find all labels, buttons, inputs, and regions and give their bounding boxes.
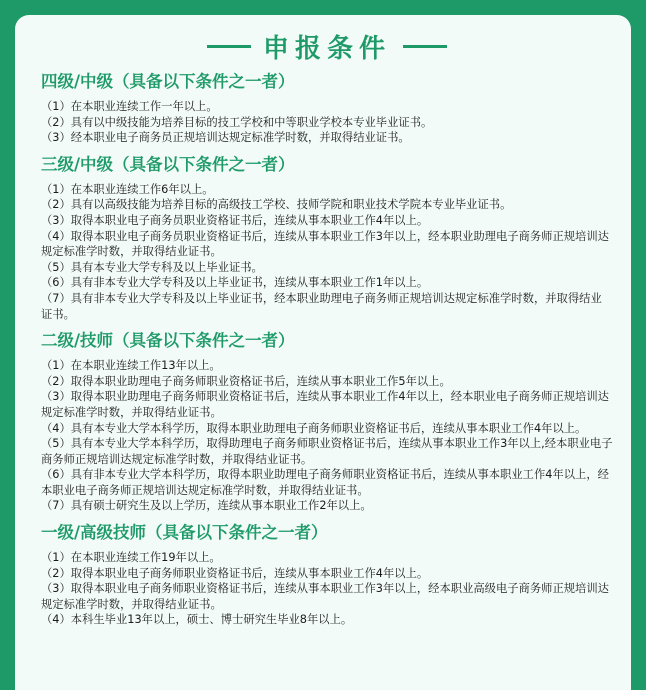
list-item: （7）具有非本专业大学专科及以上毕业证书，经本职业助理电子商务师正规培训达规定标准学时数，并取得结业证书。 (41, 291, 602, 321)
section-heading: 三级/中级（具备以下条件之一者） (41, 154, 295, 174)
section-heading: 四级/中级（具备以下条件之一者） (41, 72, 295, 91)
section-level-4 (41, 71, 613, 146)
list-item: （4）具有本专业大学本科学历，取得本职业助理电子商务师职业资格证书后，连续从事本职业工作4年以上。 (41, 421, 587, 435)
list-item: （5）具有本专业大学专科及以上毕业证书。 (41, 260, 263, 274)
section-heading: 二级/技师（具备以下条件之一者） (41, 331, 295, 351)
section-heading: 一级/高级技师（具备以下条件之一者） (41, 523, 328, 543)
list-item: （1）在本职业连续工作13年以上。 (41, 359, 221, 373)
list-item: （3）取得本职业助理电子商务师职业资格证书后，连续从事本职业工作4年以上，经本职业电子商务师正规培训达规定标准学时数，并取得结业证书。 (41, 390, 609, 419)
page-title-text: 申报条件 (262, 33, 391, 64)
list-item: （4）本科生毕业13年以上，硕士、博士研究生毕业8年以上。 (41, 613, 353, 627)
section-level-1 (41, 522, 613, 628)
list-item: （4）取得本职业电子商务员职业资格证书后，连续从事本职业工作3年以上，经本职业助理电子商务师正规培训达规定标准学时数，并取得结业证书。 (41, 229, 609, 259)
list-item: （3）经本职业电子商务员正规培训达规定标准学时数，并取得结业证书。 (41, 131, 410, 145)
list-item: （6）具有非本专业大学专科及以上毕业证书，连续从事本职业工作1年以上。 (41, 276, 429, 290)
list-item: （3）取得本职业电子商务员职业资格证书后，连续从事本职业工作4年以上。 (41, 213, 429, 227)
list-item: （2）具有以中级技能为培养目标的技工学校和中等职业学校本专业毕业证书。 (41, 115, 433, 129)
title-right-rule (403, 45, 447, 48)
list-item: （2）取得本职业电子商务师职业资格证书后，连续从事本职业工作4年以上。 (41, 566, 429, 580)
list-item: （1）在本职业连续工作一年以上。 (41, 100, 218, 113)
section-level-2 (41, 330, 613, 514)
list-item: （2）取得本职业助理电子商务师职业资格证书后，连续从事本职业工作5年以上。 (41, 374, 451, 388)
title-left-rule (207, 45, 251, 48)
list-item: （1）在本职业连续工作19年以上。 (41, 551, 221, 565)
list-item: （5）具有本专业大学本科学历，取得助理电子商务师职业资格证书后，连续从事本职业工作3年以上,经本职业电子商务师正规培训达规定标准学时数，并取得结业证书。 (41, 437, 613, 466)
list-item: （3）取得本职业电子商务师职业资格证书后，连续从事本职业工作3年以上，经本职业高级电子商务师正规培训达规定标准学时数，并取得结业证书。 (41, 582, 609, 611)
content-card (15, 15, 631, 690)
list-item: （2）具有以高级技能为培养目标的高级技工学校、技师学院和职业技术学院本专业毕业证书。 (41, 198, 512, 212)
page-title (41, 29, 613, 63)
list-item: （7）具有硕士研究生及以上学历，连续从事本职业工作2年以上。 (41, 499, 372, 513)
section-level-3 (41, 154, 613, 322)
list-item: （1）在本职业连续工作6年以上。 (41, 182, 214, 196)
list-item: （6）具有非本专业大学本科学历，取得本职业助理电子商务师职业资格证书后，连续从事本职业工作4年以上，经本职业电子商务师正规培训达规定标准学时数，并取得结业证书。 (41, 468, 609, 497)
